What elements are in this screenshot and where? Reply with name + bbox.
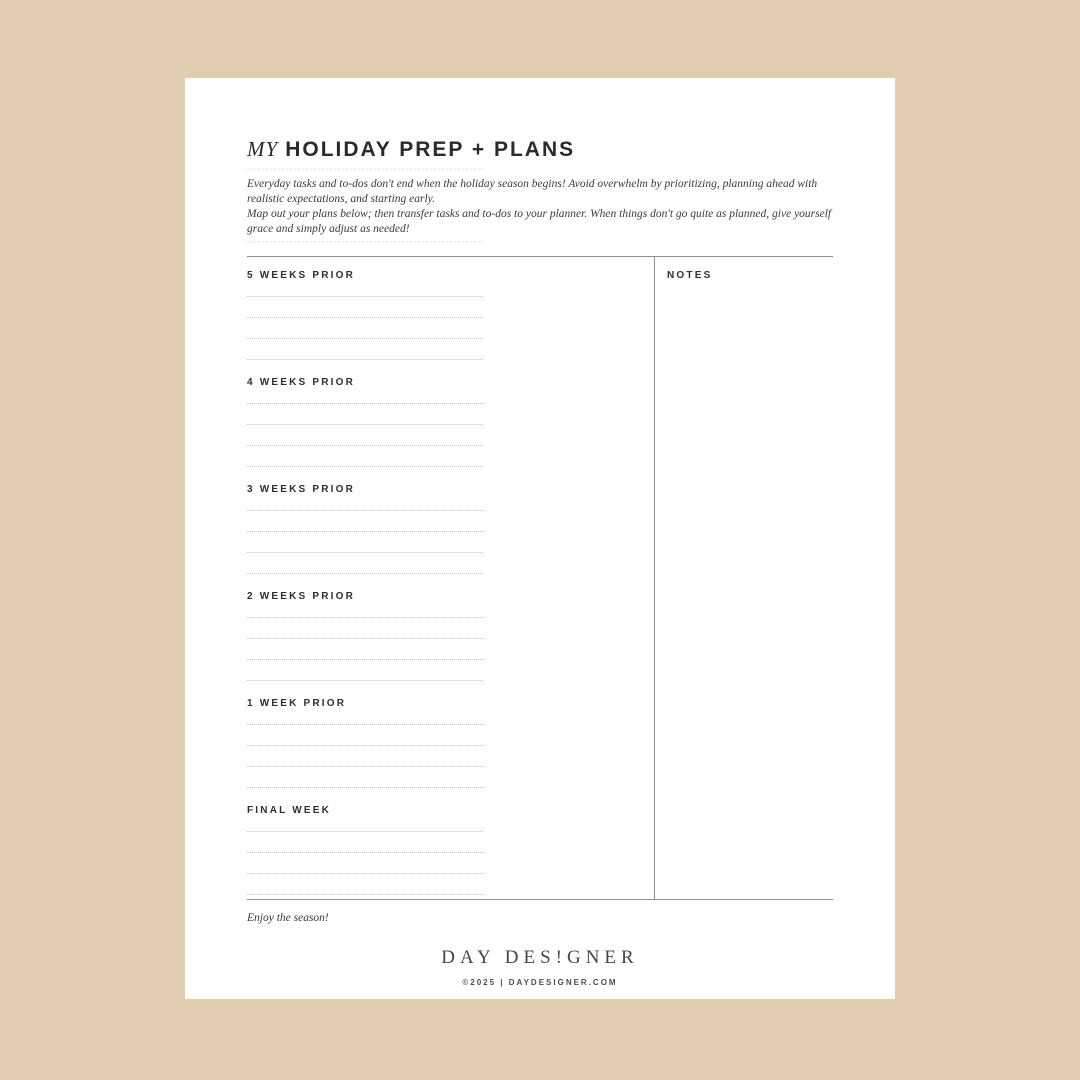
writing-line	[247, 339, 483, 360]
brand-logo: DAY DES!GNER	[441, 947, 639, 968]
writing-line	[247, 446, 483, 467]
writing-line	[247, 767, 483, 788]
section-label: 1 WEEK PRIOR	[247, 698, 347, 709]
section-3-weeks-prior	[247, 471, 654, 578]
writing-line	[247, 511, 483, 532]
writing-line	[247, 832, 483, 853]
writing-line	[247, 318, 483, 339]
writing-line	[247, 660, 483, 681]
intro-line-2: Map out your plans below; then transfer tasks and to-dos to your planner. When things don't go quite as planned, give yourself grace and simply adjust as needed!	[247, 208, 832, 235]
intro-line-1: Everyday tasks and to-dos don't end when the holiday season begins! Avoid overwhelm by prioritizing, planning ahead with realistic expectations, and starting early.	[247, 178, 818, 205]
writing-line	[247, 602, 483, 618]
writing-line	[247, 388, 483, 404]
page-title-prefix: MY	[247, 137, 279, 161]
section-final-week	[247, 792, 654, 899]
writing-line	[247, 816, 483, 832]
section-label: 3 WEEKS PRIOR	[247, 484, 356, 495]
writing-line	[247, 725, 483, 746]
section-label: 5 WEEKS PRIOR	[247, 270, 356, 281]
section-4-weeks-prior	[247, 364, 654, 471]
notes-column	[654, 257, 833, 899]
intro-paragraph	[247, 177, 833, 237]
faint-dotted-line	[247, 241, 483, 243]
writing-line	[247, 425, 483, 446]
writing-line	[247, 495, 483, 511]
section-label: 2 WEEKS PRIOR	[247, 591, 356, 602]
writing-line	[247, 297, 483, 318]
page-title-main: HOLIDAY PREP + PLANS	[285, 138, 576, 161]
page-title	[247, 78, 833, 163]
faint-dotted-line	[247, 168, 483, 170]
section-label: FINAL WEEK	[247, 805, 332, 816]
writing-line	[247, 746, 483, 767]
planner-grid	[247, 256, 833, 900]
writing-line	[247, 853, 483, 874]
writing-line	[247, 618, 483, 639]
section-1-week-prior	[247, 685, 654, 792]
writing-line	[247, 639, 483, 660]
planner-page	[185, 78, 895, 999]
closing-note: Enjoy the season!	[247, 912, 329, 924]
section-5-weeks-prior	[247, 257, 654, 364]
section-2-weeks-prior	[247, 578, 654, 685]
writing-line	[247, 404, 483, 425]
notes-label: NOTES	[667, 270, 713, 281]
section-label: 4 WEEKS PRIOR	[247, 377, 356, 388]
writing-line	[247, 532, 483, 553]
writing-line	[247, 709, 483, 725]
copyright-line: ©2025 | DAYDESIGNER.COM	[462, 978, 618, 987]
weeks-column	[247, 257, 654, 899]
writing-line	[247, 874, 483, 895]
writing-line	[247, 281, 483, 297]
writing-line	[247, 553, 483, 574]
